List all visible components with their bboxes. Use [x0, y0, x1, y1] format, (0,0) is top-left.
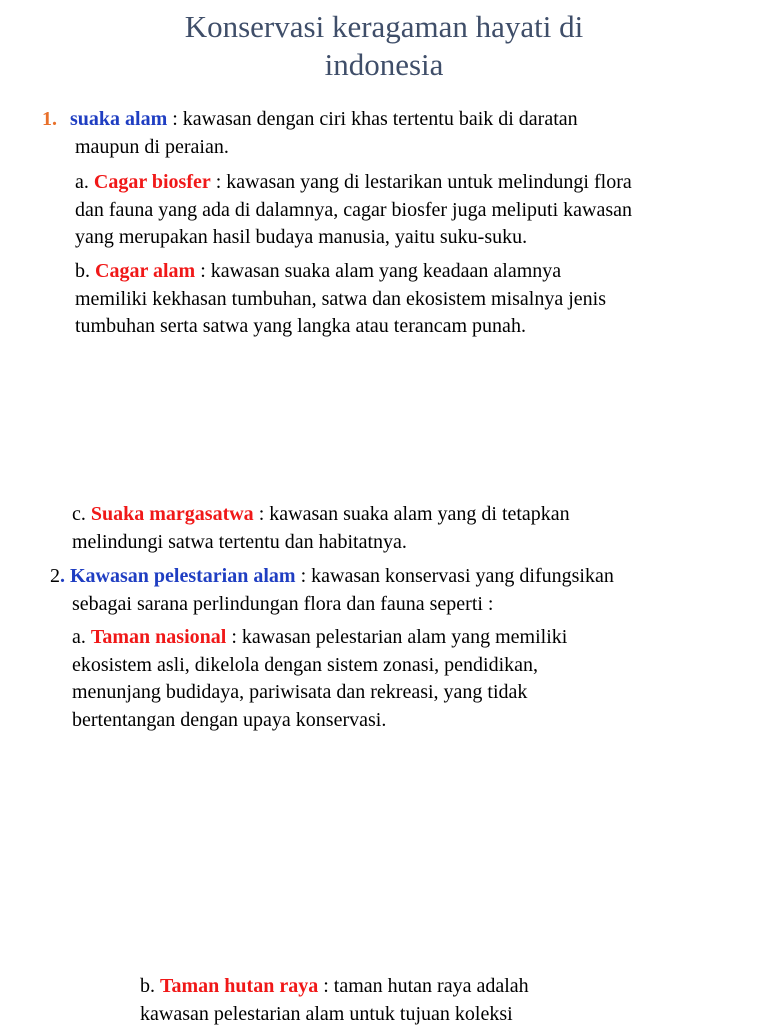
section-2-heading — [50, 563, 614, 618]
item-1a-line-1: : kawasan yang di lestarikan untuk melindungi flora — [211, 171, 632, 193]
item-2a-line-4: bertentangan dengan upaya konservasi. — [72, 707, 567, 735]
page-title — [0, 8, 768, 84]
item-2a-line-2: ekosistem asli, dikelola dengan sistem zonasi, pendidikan, — [72, 652, 567, 680]
item-2a-line-1: : kawasan pelestarian alam yang memiliki — [226, 626, 567, 648]
item-1c-line-2: melindungi satwa tertentu dan habitatnya. — [72, 529, 570, 557]
item-2b-line-2: kawasan pelestarian alam untuk tujuan koleksi — [140, 1001, 529, 1028]
section-2-text-line-1: : kawasan konservasi yang difungsikan — [296, 565, 614, 587]
item-1c-marker: c. — [72, 503, 86, 525]
item-1b-line-2: memiliki kekhasan tumbuhan, satwa dan ekosistem misalnya jenis — [75, 286, 606, 314]
section-2-number: 2 — [50, 565, 60, 587]
item-2a-line-3: menunjang budidaya, pariwisata dan rekreasi, yang tidak — [72, 679, 567, 707]
item-2a-marker: a. — [72, 626, 86, 648]
section-2-dot: . — [60, 565, 65, 587]
item-2b-line-1: : taman hutan raya adalah — [318, 975, 528, 997]
section-2-keyword: Kawasan pelestarian alam — [65, 565, 296, 587]
item-suaka-margasatwa — [72, 501, 570, 556]
item-taman-nasional — [72, 624, 567, 734]
item-1a-line-2: dan fauna yang ada di dalamnya, cagar biosfer juga meliputi kawasan — [75, 197, 632, 225]
title-line-1: Konservasi keragaman hayati di — [0, 8, 768, 46]
item-cagar-alam — [75, 258, 606, 341]
item-1a-marker: a. — [75, 171, 89, 193]
item-2b-marker: b. — [140, 975, 155, 997]
section-1-text-line-1: : kawasan dengan ciri khas tertentu baik di daratan — [167, 108, 577, 130]
section-1-text-line-2: maupun di peraian. — [42, 134, 578, 162]
section-1-number: 1. — [42, 108, 57, 130]
item-cagar-biosfer — [75, 169, 632, 252]
section-2-text-line-2: sebagai sarana perlindungan flora dan fauna seperti : — [50, 591, 614, 619]
section-1-heading — [42, 106, 578, 161]
item-1a-line-3: yang merupakan hasil budaya manusia, yaitu suku-suku. — [75, 224, 632, 252]
item-2b-keyword: Taman hutan raya — [160, 975, 318, 997]
item-1b-line-3: tumbuhan serta satwa yang langka atau terancam punah. — [75, 313, 606, 341]
title-line-2: indonesia — [0, 46, 768, 84]
item-1c-line-1: : kawasan suaka alam yang di tetapkan — [254, 503, 570, 525]
item-1b-keyword: Cagar alam — [95, 260, 195, 282]
item-1b-marker: b. — [75, 260, 90, 282]
item-taman-hutan-raya — [140, 973, 529, 1028]
item-1c-keyword: Suaka margasatwa — [91, 503, 254, 525]
item-1a-keyword: Cagar biosfer — [94, 171, 211, 193]
item-2a-keyword: Taman nasional — [91, 626, 226, 648]
item-1b-line-1: : kawasan suaka alam yang keadaan alamnya — [195, 260, 561, 282]
section-1-keyword: suaka alam — [70, 108, 167, 130]
